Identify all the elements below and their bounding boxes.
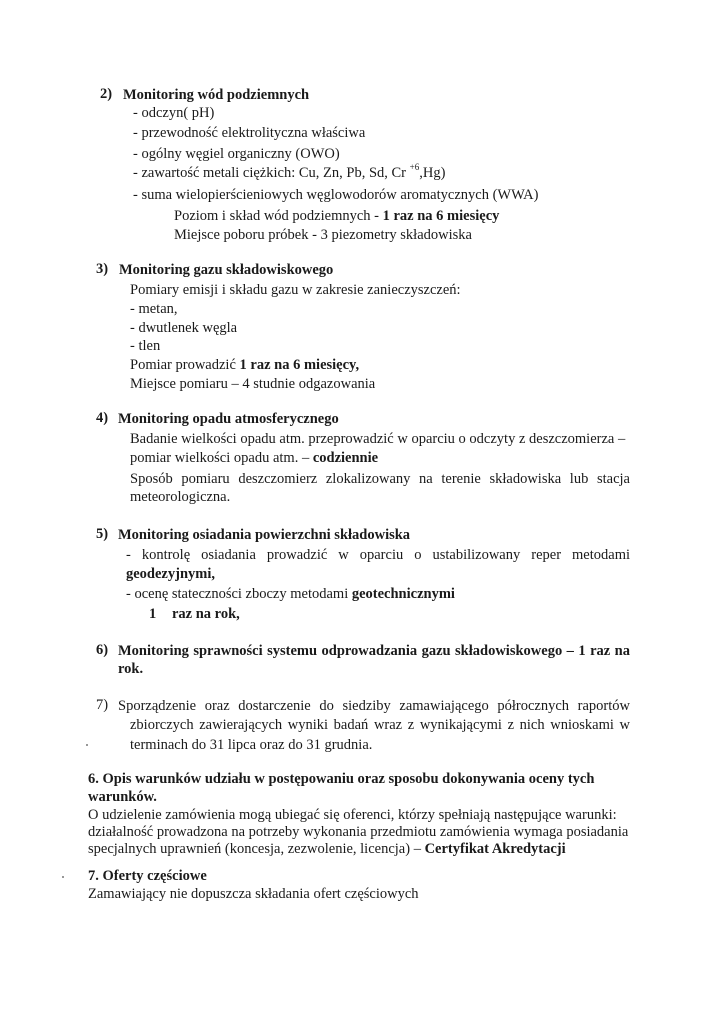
- s3-measurement-place: Miejsce pomiaru – 4 studnie odgazowania: [130, 376, 376, 392]
- s2-heading: Monitoring wód podziemnych: [123, 87, 310, 103]
- chapter-6-line-1: O udzielenie zamówienia mogą ubiegać się oferenci, którzy spełniają następujące warunki:: [88, 807, 617, 823]
- s2-item-owo: - ogólny węgiel organiczny (OWO): [133, 146, 340, 162]
- s3-number: 3): [96, 261, 109, 277]
- s2-sampling-place: Miejsce poboru próbek - 3 piezometry składowiska: [174, 227, 472, 243]
- s5-heading: Monitoring osiadania powierzchni składowiska: [118, 527, 411, 543]
- s3-frequency-value: 1 raz na 6 miesięcy,: [239, 357, 360, 373]
- chapter-6-line-3-label: specjalnych uprawnień (koncesja, zezwolenie, licencja) –: [88, 841, 421, 857]
- scan-speck: [86, 744, 88, 746]
- s5-number: 5): [96, 526, 109, 542]
- chapter-6-heading-line-1: 6. Opis warunków udziału w postępowaniu oraz sposobu dokonywania oceny tych: [88, 771, 595, 787]
- s2-item-wwa: - suma wielopierścieniowych węglowodorów aromatycznych (WWA): [133, 187, 539, 203]
- s2-metals-tail: ,Hg): [419, 165, 446, 181]
- s2-frequency-value: 1 raz na 6 miesięcy: [382, 208, 500, 224]
- s3-item-methane: - metan,: [130, 301, 178, 317]
- s2-item-ph: - odczyn( pH): [133, 105, 215, 121]
- s6-line-1: Monitoring sprawności systemu odprowadzania gazu składowiskowego – 1 raz na: [118, 643, 630, 659]
- scan-speck: [62, 876, 64, 878]
- s5-frequency-number: 1: [149, 606, 157, 622]
- s4-line-2-value: codziennie: [312, 450, 379, 466]
- chapter-7-line-1: Zamawiający nie dopuszcza składania ofert częściowych: [88, 886, 419, 902]
- chapter-6-heading-line-2: warunków.: [88, 789, 157, 805]
- s2-metals-text: - zawartość metali ciężkich: Cu, Zn, Pb, Sd, Cr: [133, 165, 407, 181]
- s5-frequency-text: raz na rok,: [172, 606, 240, 622]
- chapter-6-certificate: Certyfikat Akredytacji: [424, 841, 566, 857]
- chapter-6-line-3: [88, 841, 566, 858]
- s4-number: 4): [96, 410, 109, 426]
- s2-item-conductivity: - przewodność elektrolityczna właściwa: [133, 125, 366, 141]
- s4-line-2-label: pomiar wielkości opadu atm. –: [130, 450, 310, 466]
- s6-number: 6): [96, 642, 109, 658]
- s2-number: 2): [100, 86, 113, 102]
- s4-line-2: [130, 450, 378, 467]
- s4-line-1: Badanie wielkości opadu atm. przeprowadzić w oparciu o odczyty z deszczomierza –: [130, 431, 626, 447]
- s2-frequency: [174, 208, 499, 225]
- chapter-6-line-2: działalność prowadzona na potrzeby wykonania przedmiotu zamówienia wymaga posiadania: [88, 824, 629, 840]
- s4-heading: Monitoring opadu atmosferycznego: [118, 411, 339, 427]
- s5-line-2: geodezyjnymi,: [126, 566, 215, 582]
- s3-frequency-label: Pomiar prowadzić: [130, 357, 236, 373]
- s4-line-4: meteorologiczna.: [130, 489, 231, 505]
- s5-line-3-label: - ocenę stateczności zboczy metodami: [126, 586, 349, 602]
- s7-line-3: terminach do 31 lipca oraz do 31 grudnia.: [130, 737, 373, 753]
- s2-item-metals: [133, 162, 446, 182]
- s4-line-3: Sposób pomiaru deszczomierz zlokalizowany na terenie składowiska lub stacja: [130, 471, 630, 487]
- s3-item-co2: - dwutlenek węgla: [130, 320, 238, 336]
- s3-item-oxygen: - tlen: [130, 338, 161, 354]
- chapter-7-heading: 7. Oferty częściowe: [88, 868, 207, 884]
- s3-heading: Monitoring gazu składowiskowego: [119, 262, 334, 278]
- s6-line-2: rok.: [118, 661, 144, 677]
- s7-number: 7): [96, 697, 109, 713]
- s5-line-3-value: geotechnicznymi: [351, 586, 455, 602]
- s7-line-2: zbiorczych zawierających wyniki badań wraz z wynikającymi z nich wnioskami w: [130, 717, 630, 733]
- s2-metals-superscript: +6: [409, 162, 420, 173]
- s7-line-1: Sporządzenie oraz dostarczenie do siedziby zamawiającego półrocznych raportów: [118, 698, 630, 714]
- s5-line-1: - kontrolę osiadania prowadzić w oparciu o ustabilizowany reper metodami: [126, 547, 630, 563]
- s5-line-3: [126, 586, 455, 603]
- s3-intro: Pomiary emisji i składu gazu w zakresie zanieczyszczeń:: [130, 282, 461, 298]
- s2-frequency-label: Poziom i skład wód podziemnych -: [174, 208, 379, 224]
- s3-frequency: [130, 357, 359, 374]
